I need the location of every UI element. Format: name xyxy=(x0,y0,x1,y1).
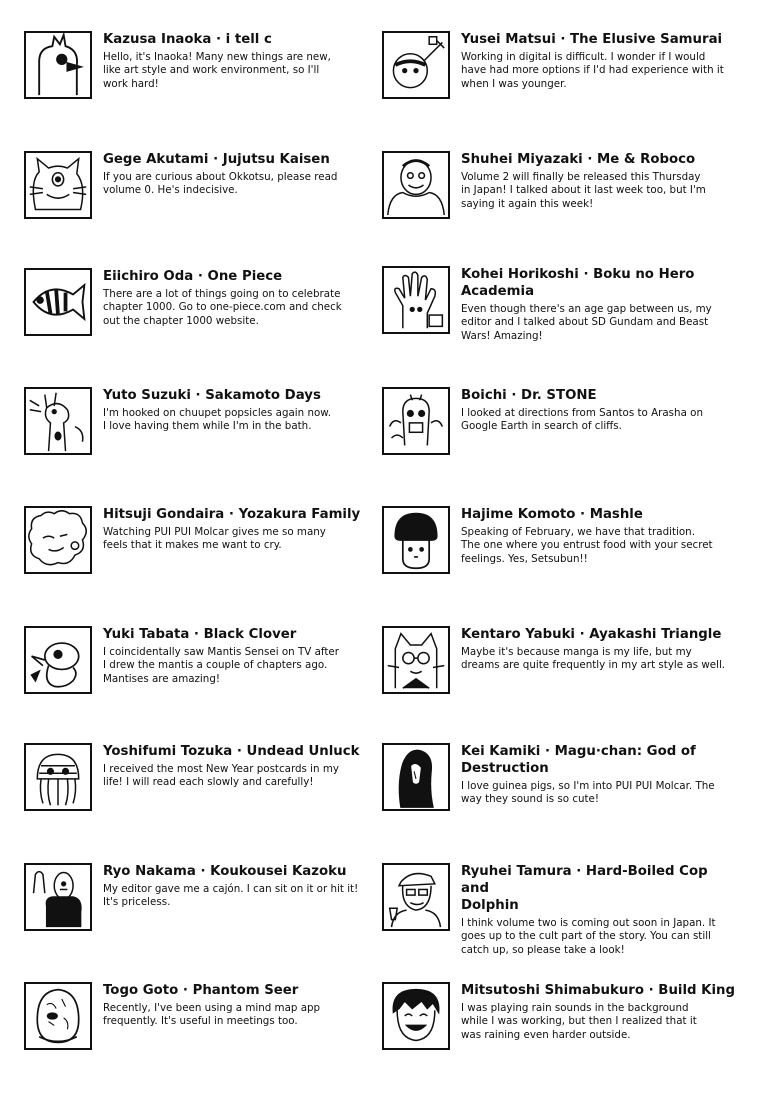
author-title: Hitsuji Gondaira · Yozakura Family xyxy=(103,507,361,522)
fish-icon xyxy=(24,268,92,336)
author-comment: I was playing rain sounds in the background while I was working, but then I realized that it was raining even harder outside. xyxy=(461,1002,697,1041)
smiling-boy-icon xyxy=(382,982,450,1050)
author-comment: I'm hooked on chuupet popsicles again now. I love having them while I'm in the bath. xyxy=(103,407,332,433)
author-title: Shuhei Miyazaki · Me & Roboco xyxy=(461,152,696,167)
muscle-man-icon xyxy=(382,151,450,219)
author-comment: There are a lot of things going on to celebrate chapter 1000. Go to one-piece.com and check out the chapter 1000 website. xyxy=(103,288,342,327)
author-title: Hajime Komoto · Mashle xyxy=(461,507,643,522)
author-comment: Recently, I've been using a mind map app frequently. It's useful in meetings too. xyxy=(103,1002,321,1028)
author-title: Yoshifumi Tozuka · Undead Unluck xyxy=(103,744,360,759)
author-comment: Hello, it's Inaoka! Many new things are new, like art style and work environment, so I'll work hard! xyxy=(103,51,331,90)
waving-hand-icon xyxy=(382,266,450,334)
author-title: Kohei Horikoshi · Boku no Hero Academia xyxy=(461,267,695,299)
author-title: Ryo Nakama · Koukousei Kazoku xyxy=(103,864,347,879)
author-title: Togo Goto · Phantom Seer xyxy=(103,983,299,998)
author-title: Ryuhei Tamura · Hard-Boiled Cop and Dolphin xyxy=(461,864,708,913)
author-title: Kei Kamiki · Magu·chan: God of Destruction xyxy=(461,744,696,776)
author-comment: My editor gave me a cajón. I can sit on it or hit it! It's priceless. xyxy=(103,883,359,909)
author-comment: I received the most New Year postcards in my life! I will read each slowly and carefully! xyxy=(103,763,339,789)
author-comment: I think volume two is coming out soon in Japan. It goes up to the cult part of the story. You can still catch up, so please take a look! xyxy=(461,917,716,956)
author-title: Gege Akutami · Jujutsu Kaisen xyxy=(103,152,330,167)
author-comment: Maybe it's because manga is my life, but my dreams are quite frequently in my art style as well. xyxy=(461,646,726,672)
cap-glasses-man-icon xyxy=(382,863,450,931)
cyclops-cat-icon xyxy=(24,151,92,219)
egg-icon xyxy=(24,982,92,1050)
bird-mascot-icon xyxy=(24,31,92,99)
author-title: Yuto Suzuki · Sakamoto Days xyxy=(103,388,321,403)
mushroom-icon xyxy=(382,506,450,574)
author-comment: Speaking of February, we have that tradition. The one where you entrust food with your secret feelings. Yes, Setsubun!! xyxy=(461,526,713,565)
author-title: Mitsutoshi Shimabukuro · Build King xyxy=(461,983,736,998)
author-title: Yusei Matsui · The Elusive Samurai xyxy=(461,32,723,47)
author-title: Eiichiro Oda · One Piece xyxy=(103,269,283,284)
waving-figure-icon xyxy=(24,863,92,931)
author-comment: Volume 2 will finally be released this Thursday in Japan! I talked about it last week too, but I'm saying it again this week! xyxy=(461,171,706,210)
author-title: Kazusa Inaoka · i tell c xyxy=(103,32,272,47)
author-comment: I love guinea pigs, so I'm into PUI PUI Molcar. The way they sound is so cute! xyxy=(461,780,715,806)
author-comment: If you are curious about Okkotsu, please read volume 0. He's indecisive. xyxy=(103,171,338,197)
author-comment: Even though there's an age gap between us, my editor and I talked about SD Gundam and Beast Wars! Amazing! xyxy=(461,303,712,342)
round-bird-icon xyxy=(24,626,92,694)
jellyfish-icon xyxy=(24,743,92,811)
sheep-icon xyxy=(24,506,92,574)
author-comment: Working in digital is difficult. I wonder if I would have had more options if I'd had experience with it when I was younger. xyxy=(461,51,724,90)
long-hair-figure-icon xyxy=(382,743,450,811)
author-title: Yuki Tabata · Black Clover xyxy=(103,627,297,642)
author-title: Kentaro Yabuki · Ayakashi Triangle xyxy=(461,627,722,642)
ninja-ball-icon xyxy=(382,31,450,99)
author-title: Boichi · Dr. STONE xyxy=(461,388,597,403)
author-comment: I coincidentally saw Mantis Sensei on TV after I drew the mantis a couple of chapters ago. Mantises are amazing! xyxy=(103,646,339,685)
cat-glasses-icon xyxy=(382,626,450,694)
author-comment: I looked at directions from Santos to Arasha on Google Earth in search of cliffs. xyxy=(461,407,703,433)
robot-head-icon xyxy=(382,387,450,455)
giraffe-icon xyxy=(24,387,92,455)
author-comment: Watching PUI PUI Molcar gives me so many feels that it makes me want to cry. xyxy=(103,526,326,552)
